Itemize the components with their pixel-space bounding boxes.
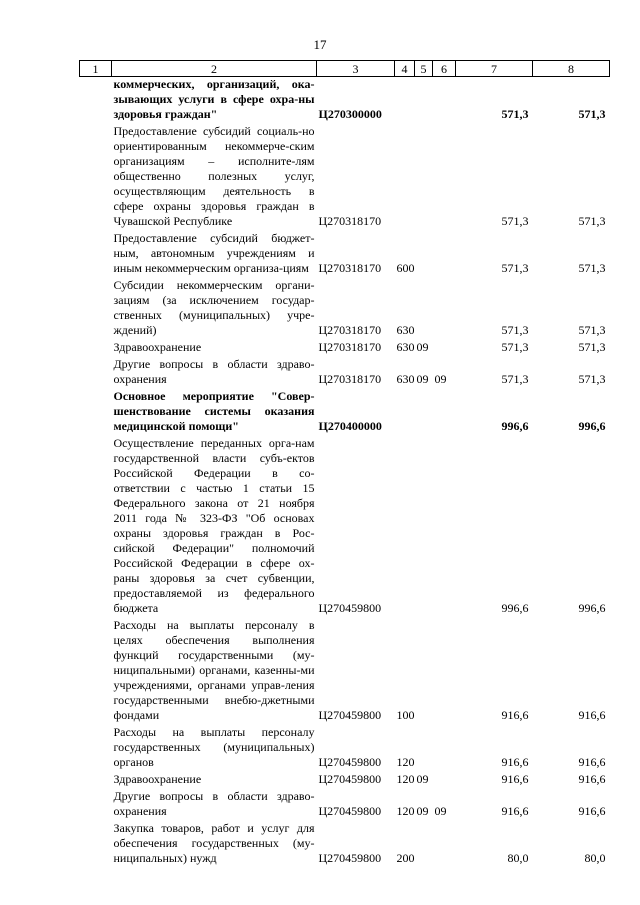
row-amount-1-cell: 996,6 [501,419,529,433]
row-empty-cell [80,787,112,819]
row-amount-1-cell: 571,3 [501,323,529,337]
row-code-cell: Ц270318170 [318,372,382,386]
row-amount-1-cell: 916,6 [501,772,529,786]
row-code-cell: Ц270459800 [318,851,382,865]
column-header-4: 4 [395,61,415,77]
row-code-cell: Ц270459800 [318,772,382,786]
row-amount-2-cell: 80,0 [584,851,606,865]
row-subsection-cell [433,387,456,434]
table-row [80,787,610,819]
row-expense-type-cell: 120 [396,804,415,818]
row-amount-1-cell: 571,3 [501,107,529,121]
row-amount-2-cell: 571,3 [578,340,606,354]
row-name-cell: Другие вопросы в области здраво-охранения [113,357,315,386]
row-empty-cell [80,819,112,866]
row-subsection-cell [433,819,456,866]
row-code-cell: Ц270459800 [318,708,382,722]
row-amount-1-cell: 571,3 [501,214,529,228]
row-section-cell [415,122,433,229]
row-code-cell: Ц270459800 [318,601,382,615]
row-expense-type-cell: 120 [396,755,415,769]
table-row [80,819,610,866]
row-expense-type-cell [395,387,415,434]
table-row [80,229,610,276]
row-subsection-cell [433,770,456,787]
row-section-cell: 09 [416,804,429,818]
row-code-cell: Ц270318170 [318,323,382,337]
row-expense-type-cell [395,434,415,616]
row-expense-type-cell: 630 [396,340,415,354]
row-expense-type-cell: 600 [396,261,415,275]
row-section-cell [415,276,433,338]
table-row [80,338,610,355]
row-amount-1-cell: 916,6 [501,755,529,769]
row-amount-2-cell: 571,3 [578,214,606,228]
table-row [80,723,610,770]
row-amount-2-cell: 571,3 [578,323,606,337]
row-section-cell [415,434,433,616]
row-subsection-cell [433,122,456,229]
row-subsection-cell [433,338,456,355]
row-amount-1-cell: 996,6 [501,601,529,615]
column-header-5: 5 [415,61,433,77]
row-name-cell: Расходы на выплаты персоналу в целях обеспечения выполнения функций государственными (му-ниципальными) органами, казенны-ми учреждениями, органами управ-ления государственными внебю-джетными фондами [113,618,315,722]
column-header-3: 3 [317,61,395,77]
row-amount-2-cell: 996,6 [578,419,606,433]
row-amount-2-cell: 571,3 [578,107,606,121]
table-body [80,77,610,867]
row-empty-cell [80,770,112,787]
row-section-cell [415,616,433,723]
row-name-cell: Предоставление субсидий социаль-но ориентированным некоммерче-ским организациям – исполните-лям общественно полезных услуг, осуществляющим деятельность в сфере охраны здоровья граждан в Чувашской Республике [113,124,315,228]
row-name-cell: Здравоохранение [113,772,202,786]
row-expense-type-cell: 200 [396,851,415,865]
row-empty-cell [80,276,112,338]
row-code-cell: Ц270400000 [318,419,382,433]
budget-table [79,60,610,866]
row-amount-1-cell: 571,3 [501,261,529,275]
row-code-cell: Ц270318170 [318,214,382,228]
table-row [80,122,610,229]
row-amount-1-cell: 571,3 [501,372,529,386]
column-header-8: 8 [533,61,610,77]
column-header-7: 7 [456,61,533,77]
row-name-cell: Другие вопросы в области здраво-охранения [113,789,315,818]
row-section-cell: 09 [416,340,429,354]
table-row [80,77,610,123]
row-name-cell: Основное мероприятие "Совер-шенствование системы оказания медицинской помощи" [113,389,315,433]
row-name-cell: Субсидии некоммерческим органи-зациям (за исключением государ-ственных (муниципальных) учре-ждений) [113,278,315,337]
column-header-1: 1 [80,61,112,77]
row-subsection-cell [433,434,456,616]
row-name-cell: коммерческих, организаций, ока-зывающих услуги в сфере охра-ны здоровья граждан" [113,77,315,121]
row-expense-type-cell [395,122,415,229]
row-empty-cell [80,387,112,434]
row-empty-cell [80,122,112,229]
row-section-cell [415,819,433,866]
table-row [80,355,610,387]
row-subsection-cell [433,77,456,123]
row-name-cell: Здравоохранение [113,340,202,354]
column-number-row [80,61,610,77]
row-subsection-cell [433,616,456,723]
row-expense-type-cell: 630 [396,372,415,386]
table-row [80,276,610,338]
row-code-cell: Ц270300000 [318,107,382,121]
row-empty-cell [80,229,112,276]
row-section-cell: 09 [416,372,429,386]
table-row [80,770,610,787]
row-amount-1-cell: 80,0 [507,851,529,865]
row-empty-cell [80,338,112,355]
row-subsection-cell: 09 [434,372,447,386]
table-row [80,387,610,434]
column-header-6: 6 [433,61,456,77]
row-code-cell: Ц270318170 [318,261,382,275]
row-empty-cell [80,77,112,123]
row-expense-type-cell [395,77,415,123]
page-number: 17 [313,37,327,52]
row-subsection-cell [433,276,456,338]
column-header-2: 2 [112,61,317,77]
row-amount-2-cell: 571,3 [578,372,606,386]
row-subsection-cell: 09 [434,804,447,818]
row-section-cell [415,387,433,434]
row-amount-1-cell: 916,6 [501,708,529,722]
table-row [80,434,610,616]
row-amount-2-cell: 571,3 [578,261,606,275]
row-code-cell: Ц270459800 [318,804,382,818]
row-section-cell [415,723,433,770]
table-row [80,616,610,723]
row-expense-type-cell: 100 [396,708,415,722]
row-subsection-cell [433,229,456,276]
row-amount-1-cell: 916,6 [501,804,529,818]
row-amount-2-cell: 916,6 [578,755,606,769]
row-empty-cell [80,616,112,723]
row-name-cell: Предоставление субсидий бюджет-ным, автономным учреждениям и иным некоммерческим организа-циям [113,231,315,275]
row-code-cell: Ц270459800 [318,755,382,769]
row-expense-type-cell: 120 [396,772,415,786]
row-section-cell [415,77,433,123]
row-empty-cell [80,434,112,616]
row-section-cell [415,229,433,276]
row-amount-2-cell: 916,6 [578,708,606,722]
row-expense-type-cell: 630 [396,323,415,337]
row-subsection-cell [433,723,456,770]
row-amount-2-cell: 916,6 [578,804,606,818]
row-amount-2-cell: 916,6 [578,772,606,786]
row-name-cell: Осуществление переданных орга-нам государственной власти субъ-ектов Российской Федерации в со-ответствии с частью 1 статьи 15 Федерального закона от 21 ноября 2011 года № 323-ФЗ "Об основах охраны здоровья граждан в Рос-сийской Федерации" полномочий Российской Федерации в сфере ох-раны здоровья за счет субвенции, предоставляемой из федерального бюджета [113,436,315,615]
row-name-cell: Расходы на выплаты персоналу государственных (муниципальных) органов [113,725,315,769]
row-amount-1-cell: 571,3 [501,340,529,354]
row-name-cell: Закупка товаров, работ и услуг для обеспечения государственных (му-ниципальных) нужд [113,821,315,865]
row-section-cell: 09 [416,772,429,786]
row-amount-2-cell: 996,6 [578,601,606,615]
row-empty-cell [80,355,112,387]
row-empty-cell [80,723,112,770]
row-code-cell: Ц270318170 [318,340,382,354]
